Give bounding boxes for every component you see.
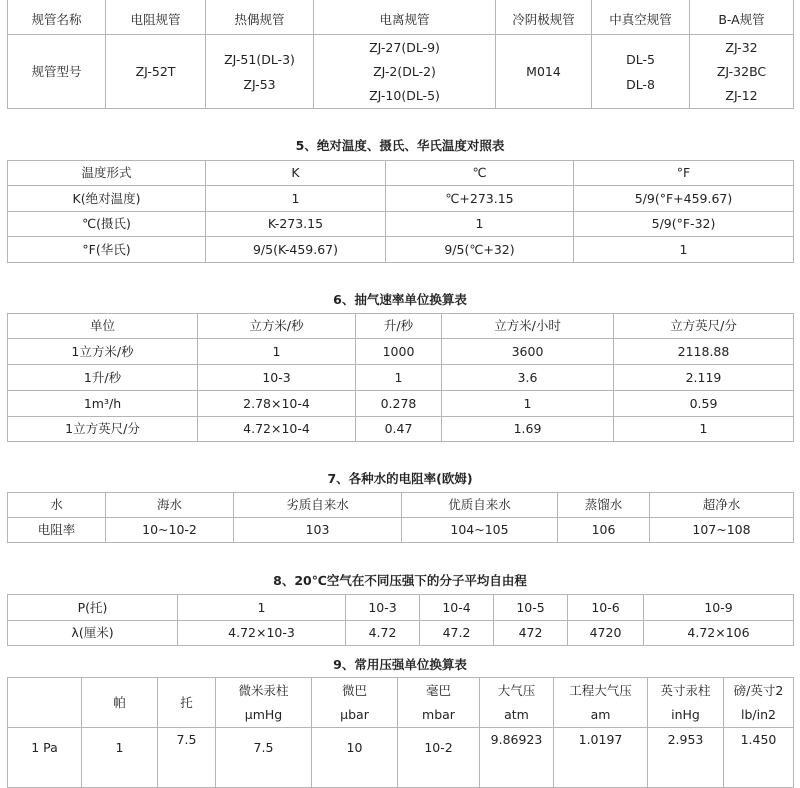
gauge-models-cell: [496, 35, 592, 109]
model-text: ZJ-32: [725, 39, 758, 55]
section-title-5: 5、绝对温度、摄氏、华氏温度对照表: [295, 138, 505, 153]
cell: 4.72: [346, 621, 420, 646]
cell: 1.69: [442, 417, 614, 442]
cell: 升/秒: [356, 314, 442, 339]
cell: 10-3: [346, 595, 420, 621]
model-text: ZJ-53: [243, 76, 276, 92]
temperature-table: [7, 160, 794, 263]
cell: 1升/秒: [8, 365, 198, 391]
header-cell: [82, 678, 158, 728]
header-text: 微米汞柱: [238, 682, 289, 698]
header-text: 工程大气压: [569, 682, 632, 698]
header-cell: [480, 678, 554, 728]
section-title-8: 8、20℃空气在不同压强下的分子平均自由程: [273, 573, 527, 588]
model-text: ZJ-32BC: [716, 63, 767, 79]
model-text: ZJ-12: [725, 87, 758, 103]
cell: 1.450: [724, 728, 794, 788]
cell: 1m³/h: [8, 391, 198, 417]
cell: 9/5(K-459.67): [206, 237, 386, 263]
cell: 海水: [106, 493, 234, 518]
mean-free-path-table: [7, 594, 794, 646]
header-cell: [312, 678, 398, 728]
row-label: 规管型号: [8, 35, 106, 109]
cell: 2.119: [614, 365, 794, 391]
cell: 5/9(°F+459.67): [574, 186, 794, 212]
cell: 10-6: [568, 595, 644, 621]
header-cell: [398, 678, 480, 728]
cell: 1: [356, 365, 442, 391]
cell: 4720: [568, 621, 644, 646]
cell: 优质自来水: [402, 493, 558, 518]
cell: 10: [312, 728, 398, 788]
gauge-table: [7, 0, 794, 109]
header-unit: inHg: [671, 706, 700, 722]
gauge-models-cell: [106, 35, 206, 109]
cell: λ(厘米): [8, 621, 178, 646]
header-unit: am: [590, 706, 611, 722]
header-text: 英寸汞柱: [660, 682, 711, 698]
cell: 10-4: [420, 595, 494, 621]
header-cell: 中真空规管: [592, 0, 690, 35]
cell: 0.59: [614, 391, 794, 417]
cell: 1立方米/秒: [8, 339, 198, 365]
model-text: ZJ-51(DL-3): [224, 51, 295, 67]
header-cell: [216, 678, 312, 728]
model-text: M014: [526, 63, 561, 79]
cell: 水: [8, 493, 106, 518]
cell: 4.72×10-4: [198, 417, 356, 442]
cell: 1: [574, 237, 794, 263]
pumping-speed-table: [7, 313, 794, 442]
cell: 1立方英尺/分: [8, 417, 198, 442]
cell: 劣质自来水: [234, 493, 402, 518]
cell: 7.5: [216, 728, 312, 788]
model-text: ZJ-10(DL-5): [369, 87, 440, 103]
pressure-units-table: [7, 677, 794, 788]
cell: 1 Pa: [8, 728, 82, 788]
cell: °F(华氏): [8, 237, 206, 263]
header-cell: [724, 678, 794, 728]
cell: 107~108: [650, 518, 794, 543]
cell: 5/9(°F-32): [574, 212, 794, 237]
header-text: 毫巴: [425, 682, 451, 698]
model-text: ZJ-2(DL-2): [373, 63, 436, 79]
cell: 4.72×106: [644, 621, 794, 646]
cell: 0.278: [356, 391, 442, 417]
cell: ℃: [386, 161, 574, 186]
section-title-6: 6、抽气速率单位换算表: [333, 292, 467, 307]
cell: 单位: [8, 314, 198, 339]
water-resistivity-table: [7, 492, 794, 543]
cell: 10-3: [198, 365, 356, 391]
header-text: 磅/英寸2: [733, 682, 784, 698]
cell: 10-5: [494, 595, 568, 621]
cell: 104~105: [402, 518, 558, 543]
section-title-9: 9、常用压强单位换算表: [333, 657, 467, 672]
cell: ℃+273.15: [386, 186, 574, 212]
cell: 1: [198, 339, 356, 365]
cell: 1: [614, 417, 794, 442]
gauge-models-cell: [690, 35, 794, 109]
cell: 4.72×10-3: [178, 621, 346, 646]
header-cell: B-A规管: [690, 0, 794, 35]
cell: 106: [558, 518, 650, 543]
cell: 温度形式: [8, 161, 206, 186]
section-title-7: 7、各种水的电阻率(欧姆): [327, 471, 473, 486]
header-unit: mbar: [422, 706, 455, 722]
cell: 立方英尺/分: [614, 314, 794, 339]
header-cell: 电阻规管: [106, 0, 206, 35]
header-unit: lb/in2: [741, 706, 776, 722]
header-unit: μbar: [340, 706, 369, 722]
cell: 0.47: [356, 417, 442, 442]
header-cell: [554, 678, 648, 728]
cell: 立方米/秒: [198, 314, 356, 339]
cell: 超净水: [650, 493, 794, 518]
cell: K-273.15: [206, 212, 386, 237]
cell: 7.5: [158, 728, 216, 788]
cell: 电阻率: [8, 518, 106, 543]
cell: 立方米/小时: [442, 314, 614, 339]
header-text: 微巴: [341, 682, 367, 698]
model-text: ZJ-52T: [135, 63, 176, 79]
cell: 9/5(℃+32): [386, 237, 574, 263]
cell: 2.953: [648, 728, 724, 788]
cell: ℃(摄氏): [8, 212, 206, 237]
cell: 3600: [442, 339, 614, 365]
cell: 1: [82, 728, 158, 788]
cell: 47.2: [420, 621, 494, 646]
cell: 1000: [356, 339, 442, 365]
cell: K: [206, 161, 386, 186]
cell: 3.6: [442, 365, 614, 391]
header-unit: atm: [504, 706, 529, 722]
cell: °F: [574, 161, 794, 186]
cell: P(托): [8, 595, 178, 621]
cell: 蒸馏水: [558, 493, 650, 518]
cell: 1: [442, 391, 614, 417]
header-cell: [8, 678, 82, 728]
model-text: ZJ-27(DL-9): [369, 39, 440, 55]
header-cell: 电离规管: [314, 0, 496, 35]
cell: K(绝对温度): [8, 186, 206, 212]
cell: 2118.88: [614, 339, 794, 365]
cell: 10~10-2: [106, 518, 234, 543]
cell: 103: [234, 518, 402, 543]
header-cell: [158, 678, 216, 728]
model-text: DL-8: [626, 76, 655, 92]
cell: 1: [206, 186, 386, 212]
cell: 1: [178, 595, 346, 621]
header-cell: 规管名称: [8, 0, 106, 35]
header-unit: μmHg: [244, 706, 283, 722]
cell: 1: [386, 212, 574, 237]
cell: 9.86923: [480, 728, 554, 788]
cell: 2.78×10-4: [198, 391, 356, 417]
header-text: 托: [180, 694, 193, 710]
cell: 1.0197: [554, 728, 648, 788]
header-text: 帕: [113, 694, 126, 710]
header-text: 大气压: [497, 682, 536, 698]
header-cell: 热偶规管: [206, 0, 314, 35]
header-cell: [648, 678, 724, 728]
gauge-models-cell: [314, 35, 496, 109]
header-cell: 冷阴极规管: [496, 0, 592, 35]
model-text: DL-5: [626, 51, 655, 67]
cell: 10-9: [644, 595, 794, 621]
gauge-models-cell: [206, 35, 314, 109]
cell: 472: [494, 621, 568, 646]
gauge-models-cell: [592, 35, 690, 109]
cell: 10-2: [398, 728, 480, 788]
